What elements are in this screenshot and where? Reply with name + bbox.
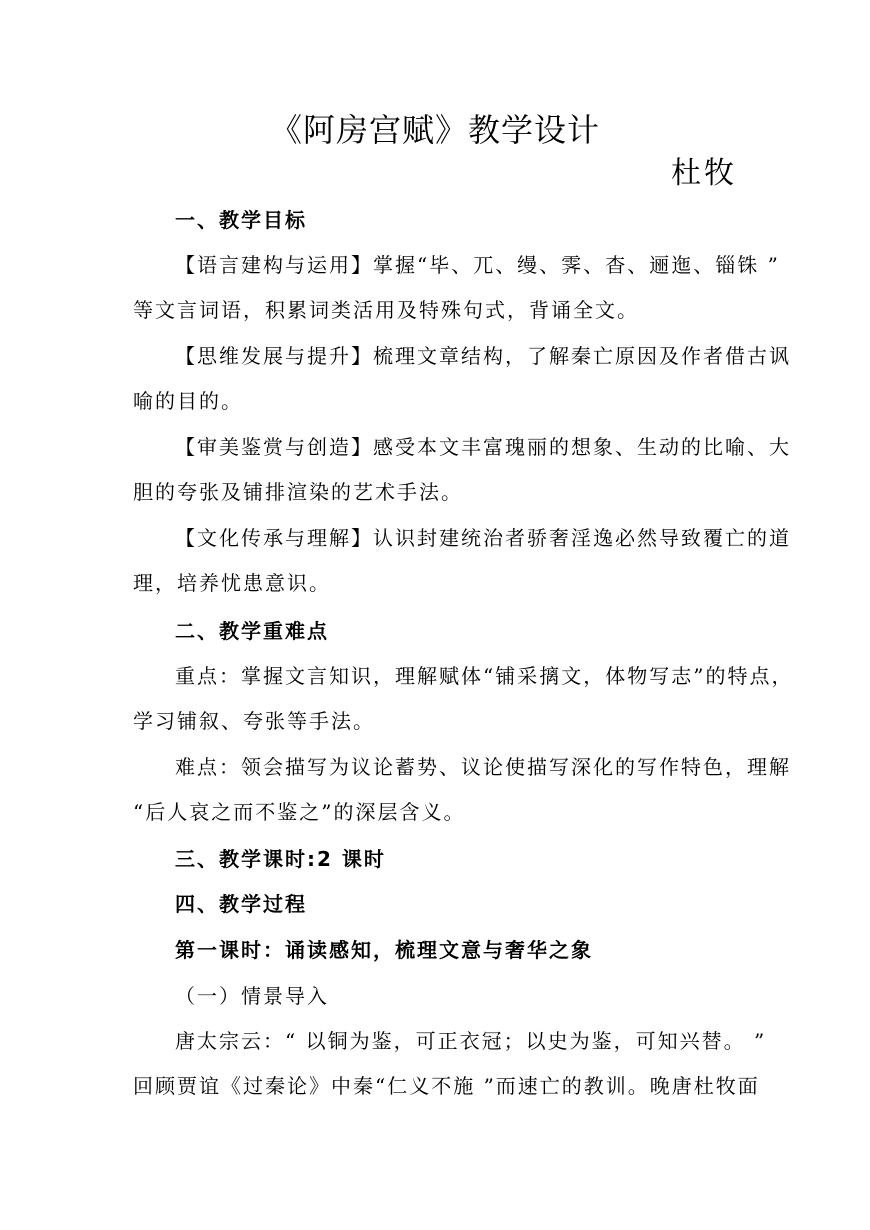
section-heading-goals: 一、教学目标 — [175, 208, 307, 232]
sub-heading-intro: （一）情景导入 — [175, 984, 329, 1008]
section-heading-process: 四、教学过程 — [175, 892, 307, 916]
lesson1-heading: 第一课时：诵读感知，梳理文意与奢华之象 — [175, 938, 593, 962]
intro-paragraph-line1: 唐太宗云：“ 以铜为鉴，可正衣冠；以史为鉴，可知兴替。 ” — [175, 1029, 767, 1053]
document-author: 杜牧 — [671, 156, 737, 191]
difficult-point-line1: 难点：领会描写为议论蓄势、议论使描写深化的写作特色，理解 — [175, 755, 791, 779]
difficult-point-line2: “后人哀之而不鉴之”的深层含义。 — [133, 800, 466, 824]
goal-thinking-line2: 喻的目的。 — [133, 389, 243, 413]
goal-culture-line2: 理，培养忧患意识。 — [133, 571, 331, 595]
goal-culture-line1: 【文化传承与理解】认识封建统治者骄奢淫逸必然导致覆亡的道 — [175, 526, 791, 550]
goal-language-line1: 【语言建构与运用】掌握“毕、兀、缦、霁、杳、逦迤、锱铢 ” — [175, 253, 780, 277]
key-point-line1: 重点：掌握文言知识，理解赋体“铺采摛文，体物写志”的特点， — [175, 664, 794, 688]
section-heading-key-points: 二、教学重难点 — [175, 619, 329, 643]
key-point-line2: 学习铺叙、夸张等手法。 — [133, 709, 375, 733]
intro-paragraph-line2: 回顾贾谊《过秦论》中秦“仁义不施 ”而速亡的教训。晚唐杜牧面 — [133, 1074, 760, 1098]
goal-language-line2: 等文言词语，积累词类活用及特殊句式，背诵全文。 — [133, 298, 639, 322]
goal-aesthetic-line1: 【审美鉴赏与创造】感受本文丰富瑰丽的想象、生动的比喻、大 — [175, 435, 791, 459]
goal-thinking-line1: 【思维发展与提升】梳理文章结构，了解秦亡原因及作者借古讽 — [175, 344, 791, 368]
document-title: 《阿房宫赋》教学设计 — [269, 111, 600, 149]
section-heading-class-hours: 三、教学课时:2 课时 — [175, 847, 386, 871]
goal-aesthetic-line2: 胆的夸张及铺排渲染的艺术手法。 — [133, 480, 463, 504]
